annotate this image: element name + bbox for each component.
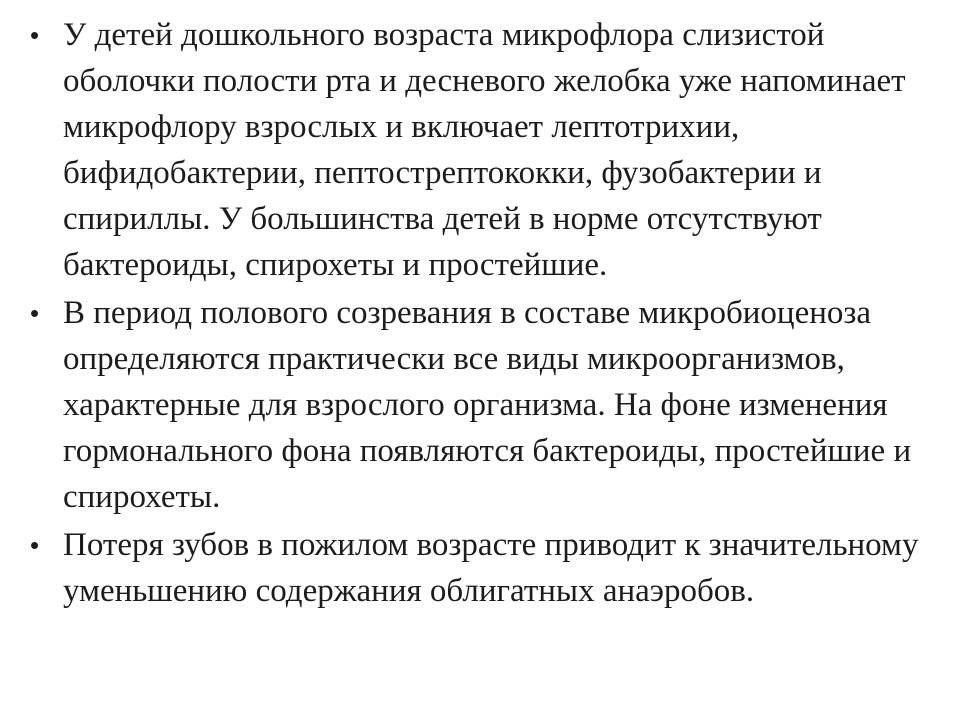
bullet-text: В период полового созревания в составе микробиоценоза определяются практически все виды микроорганизмов, характерные для взрослого организма. На фоне изменения гормонального фона появляются бактероиды, простейшие и спирохеты. [63,295,912,515]
bullet-item-puberty [30,290,930,520]
bullet-text: У детей дошкольного возраста микрофлора слизистой оболочки полости рта и десневого желобка уже напоминает микрофлору взрослых и включает лептотрихии, бифидобактерии, пептострептококки, фузобактерии и спириллы. У большинства детей в норме отсутствуют бактероиды, спирохеты и простейшие. [63,17,906,283]
bullet-marker: • [30,298,40,328]
bullet-marker: • [30,20,40,50]
bullet-marker: • [30,530,40,560]
bullet-item-preschool [30,12,930,288]
bullet-item-elderly [30,522,930,614]
bullet-list [30,12,930,614]
bullet-text: Потеря зубов в пожилом возрасте приводит к значительному уменьшению содержания облигатных анаэробов. [63,527,919,609]
